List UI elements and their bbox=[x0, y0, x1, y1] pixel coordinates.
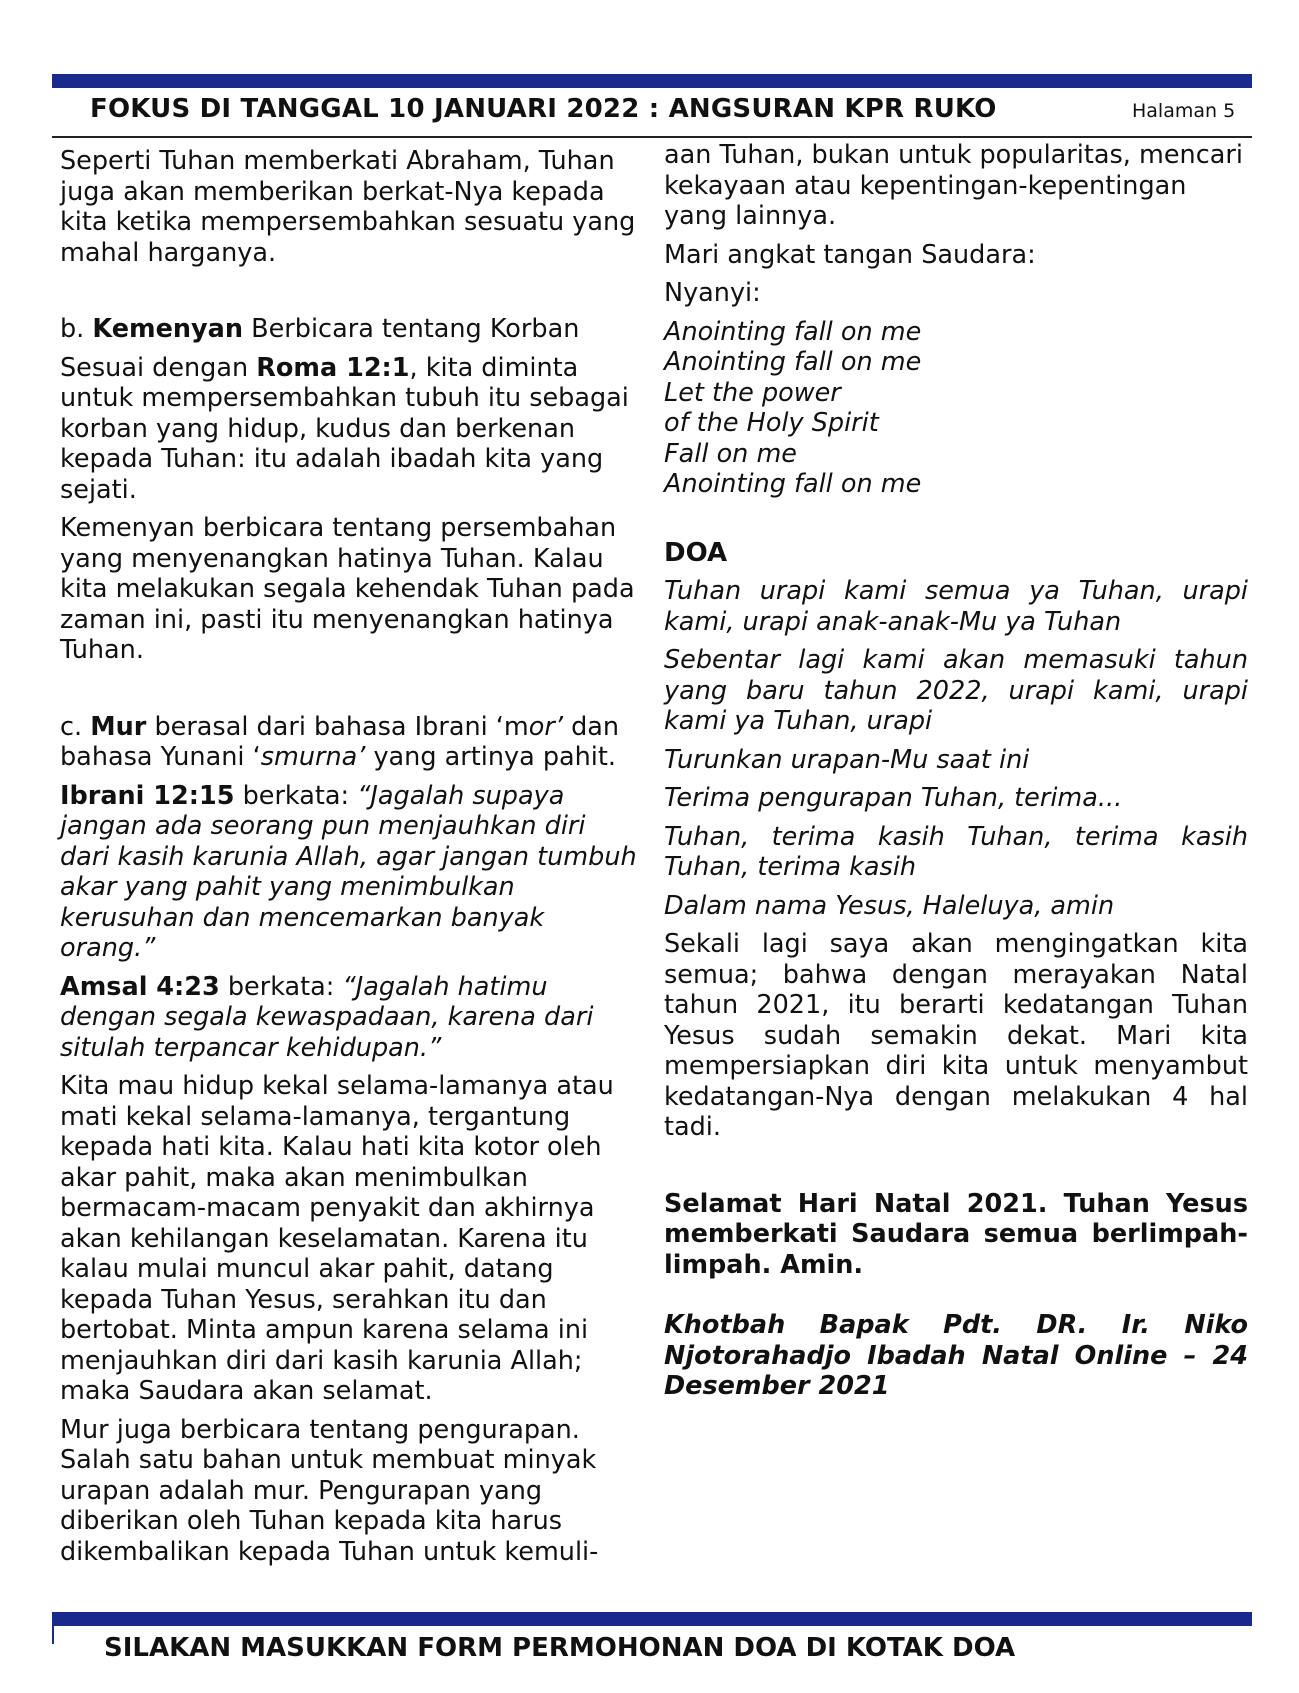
right-column bbox=[664, 140, 1248, 1410]
closing-greeting: Selamat Hari Natal 2021. Tuhan Yesus memberkati Saudara semua berlimpah-limpah. Amin. bbox=[664, 1188, 1248, 1280]
verse-ref-roma: Roma 12:1 bbox=[256, 352, 410, 383]
song-line: Anointing fall on me bbox=[664, 316, 922, 347]
quote-amsal: “Jagalah hatimu dengan segala kewaspadaan, karena dari situlah terpancar kehidupan.” bbox=[60, 971, 594, 1063]
doa-line: Turunkan urapan-Mu saat ini bbox=[664, 744, 1030, 775]
footer-text: SILAKAN MASUKKAN FORM PERMOHONAN DOA DI KOTAK DOA bbox=[104, 1633, 1016, 1663]
section-c-title: Mur bbox=[90, 711, 147, 742]
paragraph-roma: Sesuai dengan Roma 12:1, kita diminta untuk mempersembahkan tubuh itu sebagai korban yang hidup, kudus dan berkenan kepada Tuhan: itu adalah ibadah kita yang sejati. bbox=[60, 352, 629, 505]
doa-line: Tuhan urapi kami semua ya Tuhan, urapi kami, urapi anak-anak-Mu ya Tuhan bbox=[664, 576, 1248, 637]
doa-line: Sebentar lagi kami akan memasuki tahun yang baru tahun 2022, urapi kami, urapi kami ya Tuhan, urapi bbox=[664, 645, 1248, 736]
quote-ibrani: “Jagalah supaya jangan ada seorang pun menjauhkan diri dari kasih karunia Allah, agar jangan tumbuh akar yang pahit yang menimbulkan kerusuhan dan mencemarkan banyak orang.” bbox=[60, 780, 637, 963]
song-line: of the Holy Spirit bbox=[664, 408, 879, 438]
doa-line: Dalam nama Yesus, Haleluya, amin bbox=[664, 890, 1115, 921]
header-divider bbox=[52, 136, 1252, 138]
paragraph-angkat-tangan: Mari angkat tangan Saudara: bbox=[664, 239, 1036, 270]
song-line: Anointing fall on me bbox=[664, 347, 922, 377]
paragraph-mur: Mur juga berbicara tentang pengurapan. Salah satu bahan untuk membuat minyak urapan adalah mur. Pengurapan yang diberikan oleh Tuhan kepada kita harus dikembalikan kepada Tuhan untuk kemuli- bbox=[60, 1414, 599, 1567]
verse-ref-amsal: Amsal 4:23 bbox=[60, 971, 220, 1002]
section-b-heading: b. Kemenyan Berbicara tentang Korban bbox=[60, 314, 580, 344]
doa-line: Terima pengurapan Tuhan, terima... bbox=[664, 783, 1123, 813]
verse-ref-ibrani: Ibrani 12:15 bbox=[60, 780, 235, 811]
footer-bar bbox=[52, 1612, 1252, 1626]
section-c-heading: c. Mur berasal dari bahasa Ibrani ‘mor’ dan bahasa Yunani ‘smurna’ yang artinya pahit. bbox=[60, 711, 620, 772]
doa-line: Tuhan, terima kasih Tuhan, terima kasih Tuhan, terima kasih bbox=[664, 821, 1248, 882]
paragraph-natal: Sekali lagi saya akan mengingatkan kita semua; bahwa dengan merayakan Natal tahun 2021, itu berarti kedatangan Tuhan Yesus sudah semakin dekat. Mari kita mempersiapkan diri kita untuk menyambut kedatangan-Nya dengan melakukan 4 hal tadi. bbox=[664, 929, 1248, 1142]
sermon-credit: Khotbah Bapak Pdt. DR. Ir. Niko Njotorahadjo Ibadah Natal Online – 24 Desember 2021 bbox=[664, 1310, 1248, 1401]
page-title: FOKUS DI TANGGAL 10 JANUARI 2022 : ANGSURAN KPR RUKO bbox=[90, 94, 997, 124]
page-number: Halaman 5 bbox=[1132, 100, 1236, 122]
paragraph-ibrani: Ibrani 12:15 berkata: “Jagalah supaya jangan ada seorang pun menjauhkan diri dari kasih karunia Allah, agar jangan tumbuh akar yang pahit yang menimbulkan kerusuhan dan mencemarkan banyak orang.” bbox=[60, 780, 637, 963]
paragraph-kemenyan: Kemenyan berbicara tentang persembahan yang menyenangkan hatinya Tuhan. Kalau kita melakukan segala kehendak Tuhan pada zaman ini, pasti itu menyenangkan hatinya Tuhan. bbox=[60, 513, 635, 665]
doa-heading: DOA bbox=[664, 537, 728, 568]
paragraph-hati: Kita mau hidup kekal selama-lamanya atau mati kekal selama-lamanya, tergantung kepada hati kita. Kalau hati kita kotor oleh akar pahit, maka akan menimbulkan bermacam-macam penyakit dan akhirnya akan kehilangan keselamatan. Karena itu kalau mulai muncul akar pahit, datang kepada Tuhan Yesus, serahkan itu dan bertobat. Minta ampun karena selama ini menjauhkan diri dari kasih karunia Allah; maka Saudara akan selamat. bbox=[60, 1071, 614, 1406]
paragraph-nyanyi: Nyanyi: bbox=[664, 278, 761, 308]
header-bar bbox=[52, 74, 1252, 88]
section-b-title: Kemenyan bbox=[92, 314, 244, 344]
song-line: Let the power bbox=[664, 377, 841, 408]
paragraph-continued: aan Tuhan, bukan untuk popularitas, mencari kekayaan atau kepentingan-kepentingan yang lainnya. bbox=[664, 140, 1243, 231]
paragraph-amsal: Amsal 4:23 berkata: “Jagalah hatimu dengan segala kewaspadaan, karena dari situlah terpancar kehidupan.” bbox=[60, 971, 594, 1063]
song-line: Fall on me bbox=[664, 438, 797, 469]
left-column bbox=[60, 146, 642, 1575]
paragraph-abraham: Seperti Tuhan memberkati Abraham, Tuhan juga akan memberikan berkat-Nya kepada kita ketika mempersembahkan sesuatu yang mahal harganya. bbox=[60, 146, 636, 268]
song-lyrics bbox=[664, 317, 1248, 500]
song-line: Anointing fall on me bbox=[664, 469, 922, 499]
footer-bar-edge bbox=[52, 1626, 54, 1644]
